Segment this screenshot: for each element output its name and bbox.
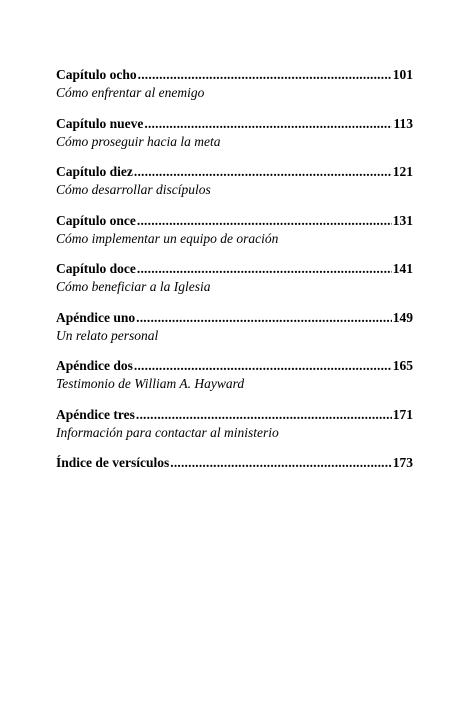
toc-entry-title: Capítulo diez <box>56 164 133 179</box>
toc-entry-subtitle: Cómo implementar un equipo de oración <box>56 230 279 246</box>
dot-leader <box>137 259 392 278</box>
toc-entry-title: Apéndice dos <box>56 358 133 373</box>
toc-entry-page: 171 <box>392 406 413 422</box>
toc-entry-page: 173 <box>392 455 413 470</box>
dot-leader <box>138 65 392 84</box>
toc-entry <box>56 405 413 454</box>
dot-leader <box>134 162 392 181</box>
toc-entry-subtitle: Cómo proseguir hacia la meta <box>56 133 221 149</box>
toc-entry-title: Apéndice uno <box>56 309 136 325</box>
toc-entry-line <box>56 308 413 327</box>
toc-entry-line <box>56 114 413 133</box>
toc-entry-line <box>56 453 413 472</box>
toc-entry-subtitle: Información para contactar al ministerio <box>56 424 279 440</box>
toc-entry-page: 141 <box>392 261 413 276</box>
toc-entry-page: 101 <box>392 67 413 82</box>
toc-entry-subtitle: Cómo beneficiar a la Iglesia <box>56 279 211 294</box>
toc-entry-page: 165 <box>392 358 413 373</box>
toc-entry-subtitle: Cómo enfrentar al enemigo <box>56 85 205 100</box>
toc-entry-line <box>56 65 413 84</box>
toc-entry <box>56 65 413 114</box>
toc-entry-line <box>56 405 413 424</box>
toc-entry-line <box>56 211 413 230</box>
dot-leader <box>170 453 392 472</box>
dot-leader <box>134 356 392 375</box>
toc-entry-page: 149 <box>392 309 413 325</box>
toc-entry-page: 131 <box>392 212 413 228</box>
toc-entry <box>56 308 413 357</box>
table-of-contents <box>56 65 413 502</box>
toc-entry-subtitle: Un relato personal <box>56 327 159 343</box>
toc-entry-title: Capítulo once <box>56 212 136 228</box>
toc-entry <box>56 453 413 502</box>
dot-leader <box>136 308 392 327</box>
toc-entry-line <box>56 162 413 181</box>
toc-entry-subtitle: Cómo desarrollar discípulos <box>56 182 211 197</box>
toc-entry-title: Capítulo nueve <box>56 115 144 131</box>
toc-entry <box>56 162 413 211</box>
toc-entry-page: 113 <box>393 115 413 131</box>
toc-entry-title: Índice de versículos <box>56 455 170 470</box>
toc-entry-title: Capítulo ocho <box>56 67 137 82</box>
toc-entry <box>56 259 413 308</box>
toc-entry-subtitle: Testimonio de William A. Hayward <box>56 376 245 391</box>
toc-entry-page: 121 <box>392 164 413 179</box>
toc-entry <box>56 211 413 260</box>
dot-leader <box>144 114 392 133</box>
toc-entry <box>56 356 413 405</box>
toc-entry <box>56 114 413 163</box>
dot-leader <box>137 211 392 230</box>
toc-entry-line <box>56 259 413 278</box>
toc-entry-line <box>56 356 413 375</box>
toc-entry-title: Capítulo doce <box>56 261 136 276</box>
dot-leader <box>136 405 392 424</box>
toc-entry-title: Apéndice tres <box>56 406 135 422</box>
